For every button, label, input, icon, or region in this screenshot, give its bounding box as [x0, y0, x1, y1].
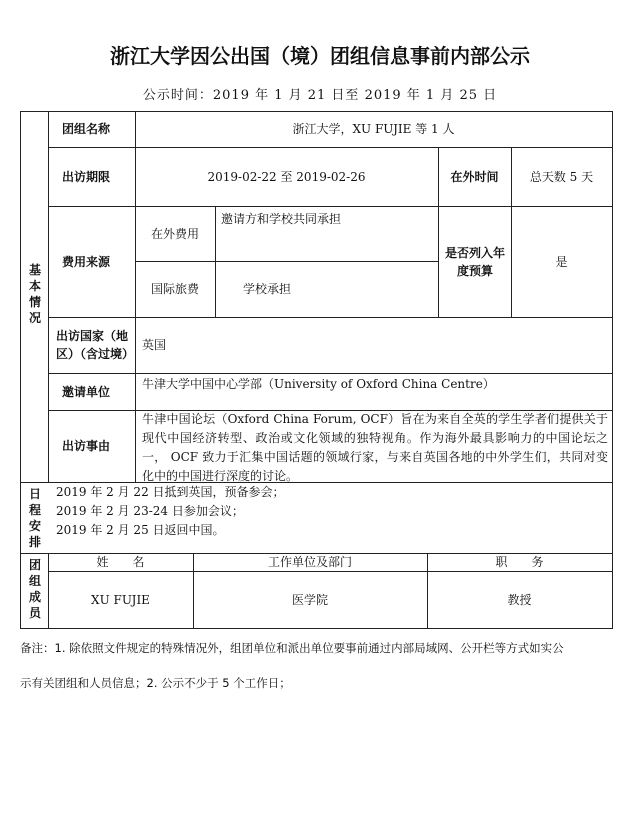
time-abroad-label: 在外时间 [450, 169, 499, 184]
members-section-label: 团组成员 [28, 558, 41, 620]
visit-period-value: 2019-02-22 至 2019-02-26 [207, 169, 366, 184]
abroad-expense-label: 在外费用 [150, 226, 199, 241]
inviter-label: 邀请单位 [62, 384, 111, 399]
intl-travel-value: 学校承担 [243, 282, 292, 296]
intl-travel-label: 国际旅费 [150, 282, 199, 296]
basic-info-section-label: 基本情况 [28, 263, 41, 325]
country-label: 出访国家（地区）（含过境） [56, 329, 135, 361]
member-unit: 医学院 [291, 592, 328, 607]
schedule-section-label: 日程安排 [28, 487, 41, 549]
page-title: 浙江大学因公出国（境）团组信息事前内部公示 [110, 44, 530, 68]
member-name-header: 姓 名 [96, 555, 145, 569]
member-name: XU FUJIE [91, 592, 150, 607]
publication-time: 公示时间：2019 年 1 月 21 日至 2019 年 1 月 25 日 [142, 88, 498, 103]
purpose-label: 出访事由 [62, 439, 111, 453]
inviter-value: 牛津大学中国中心学部（University of Oxford China Centre） [142, 377, 495, 391]
abroad-expense-value: 邀请方和学校共同承担 [221, 212, 342, 226]
schedule-line: 2019 年 2 月 22 日抵到英国，预备参会； [56, 485, 285, 499]
visit-period-label: 出访期限 [62, 169, 111, 184]
country-value: 英国 [142, 338, 167, 352]
note-line-1: 备注：1. 除依照文件规定的特殊情况外，组团单位和派出单位要事前通过内部局域网、公开栏等方式如实公 [20, 641, 564, 655]
schedule-list [56, 483, 596, 540]
budget-label: 是否列入年度预算 [444, 245, 505, 278]
purpose-value: 牛津中国论坛（Oxford China Forum, OCF）旨在为来自全英的学生学者们提供关于现代中国经济转型、政治或文化领域的独特视角。作为海外最具影响力的中国论坛之一， OCF 致力于汇集中国话题的领域行家，与来自英国各地的中外学生们，共同对变化中的中国进行深度的讨论。 [142, 412, 608, 483]
member-position-header: 职 务 [495, 555, 544, 569]
funding-source-label: 费用来源 [62, 254, 111, 269]
schedule-line: 2019 年 2 月 23-24 日参加会议； [56, 504, 244, 518]
group-name-label: 团组名称 [62, 122, 111, 136]
note-line-2: 示有关团组和人员信息；2. 公示不少于 5 个工作日； [20, 676, 291, 690]
budget-value: 是 [555, 254, 568, 269]
member-unit-header: 工作单位及部门 [267, 555, 352, 569]
group-name-value: 浙江大学，XU FUJIE 等 1 人 [292, 122, 455, 136]
schedule-line: 2019 年 2 月 25 日返回中国。 [56, 523, 225, 537]
member-position: 教授 [507, 592, 532, 607]
time-abroad-value: 总天数 5 天 [529, 169, 594, 184]
